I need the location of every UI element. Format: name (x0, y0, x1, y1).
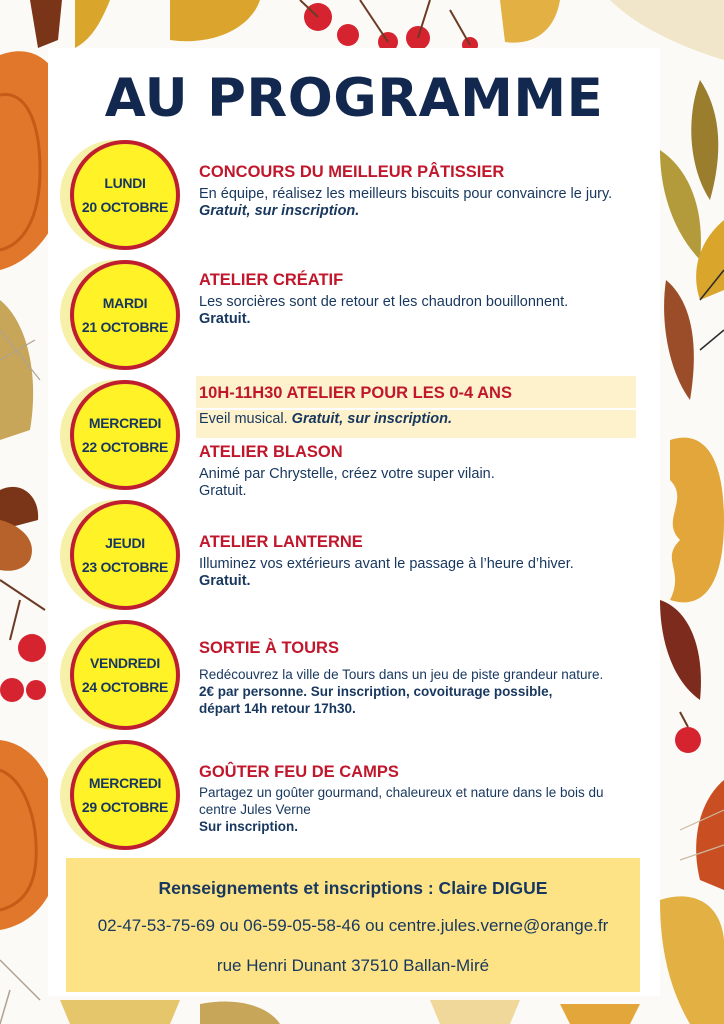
event-description: Eveil musical. (199, 411, 288, 427)
day-label: MERCREDI (88, 775, 162, 791)
event-note: Gratuit. (199, 311, 251, 327)
event-sortie-tours (199, 638, 639, 717)
date-label: 24 OCTOBRE (81, 679, 169, 695)
event-atelier-lanterne (199, 532, 639, 590)
leaf-illustration (664, 280, 694, 400)
event-description-line2: centre Jules Verne (199, 802, 311, 817)
event-heading: ATELIER LANTERNE (199, 533, 363, 551)
leaf-illustration (660, 600, 701, 700)
day-label: MERCREDI (88, 415, 162, 431)
day-label: JEUDI (105, 535, 145, 551)
day-label: VENDREDI (90, 655, 160, 671)
berry-illustration (675, 727, 701, 753)
event-heading: CONCOURS DU MEILLEUR PÂTISSIER (199, 163, 505, 181)
event-heading: 10H-11H30 ATELIER POUR LES 0-4 ANS (199, 384, 512, 402)
event-note: Gratuit. (199, 483, 247, 499)
date-label: 23 OCTOBRE (81, 559, 169, 575)
event-atelier-creatif (199, 270, 639, 328)
leaf-illustration (691, 80, 718, 200)
oak-leaf-illustration (670, 438, 724, 603)
pumpkin-stem (30, 0, 62, 48)
event-note: Sur inscription. (199, 819, 299, 834)
contact-line: Renseignements et inscriptions : Claire DIGUE (158, 878, 548, 898)
event-description: Les sorcières sont de retour et les chaudron bouillonnent. (199, 294, 569, 310)
date-badge-mercredi-29 (66, 740, 178, 852)
page-title: AU PROGRAMME (104, 68, 604, 129)
contact-info-box (66, 858, 640, 992)
date-badge-lundi (66, 140, 178, 252)
day-label: LUNDI (104, 175, 146, 191)
event-atelier-0-4-ans (199, 383, 639, 428)
date-badge-vendredi (66, 620, 178, 732)
event-note: Gratuit, sur inscription. (199, 203, 360, 219)
date-badge-jeudi (66, 500, 178, 612)
date-badge-mardi (66, 260, 178, 372)
address-line: rue Henri Dunant 37510 Ballan-Miré (216, 956, 490, 975)
date-label: 20 OCTOBRE (81, 199, 169, 215)
event-description: En équipe, réalisez les meilleurs biscuits pour convaincre le jury. (199, 186, 613, 202)
day-label: MARDI (102, 295, 148, 311)
event-description: Partagez un goûter gourmand, chaleureux et nature dans le bois du (199, 785, 604, 800)
date-badge-mercredi-22 (66, 380, 178, 492)
date-label: 21 OCTOBRE (81, 319, 169, 335)
date-label: 22 OCTOBRE (81, 439, 169, 455)
event-gouter-feu-de-camps (199, 762, 639, 835)
event-note: Gratuit, sur inscription. (291, 411, 452, 427)
event-description: Redécouvrez la ville de Tours dans un jeu de piste grandeur nature. (199, 667, 604, 682)
leaf-illustration (75, 0, 110, 48)
event-heading: ATELIER CRÉATIF (199, 271, 344, 289)
berry-illustration (18, 634, 46, 662)
event-note-line2: départ 14h retour 17h30. (199, 701, 356, 716)
event-heading: SORTIE À TOURS (199, 639, 339, 657)
date-label: 29 OCTOBRE (81, 799, 169, 815)
event-concours (199, 162, 639, 220)
event-note: Gratuit. (199, 573, 251, 589)
phone-email-line: 02-47-53-75-69 ou 06-59-05-58-46 ou centre.jules.verne@orange.fr (97, 916, 609, 935)
event-description: Animé par Chrystelle, créez votre super vilain. (199, 466, 495, 482)
event-atelier-blason (199, 442, 639, 500)
event-heading: GOÛTER FEU DE CAMPS (199, 763, 399, 781)
event-note: 2€ par personne. Sur inscription, covoiturage possible, (199, 684, 553, 699)
event-heading: ATELIER BLASON (199, 443, 343, 461)
event-description: Illuminez vos extérieurs avant le passage à l’heure d’hiver. (199, 556, 574, 572)
